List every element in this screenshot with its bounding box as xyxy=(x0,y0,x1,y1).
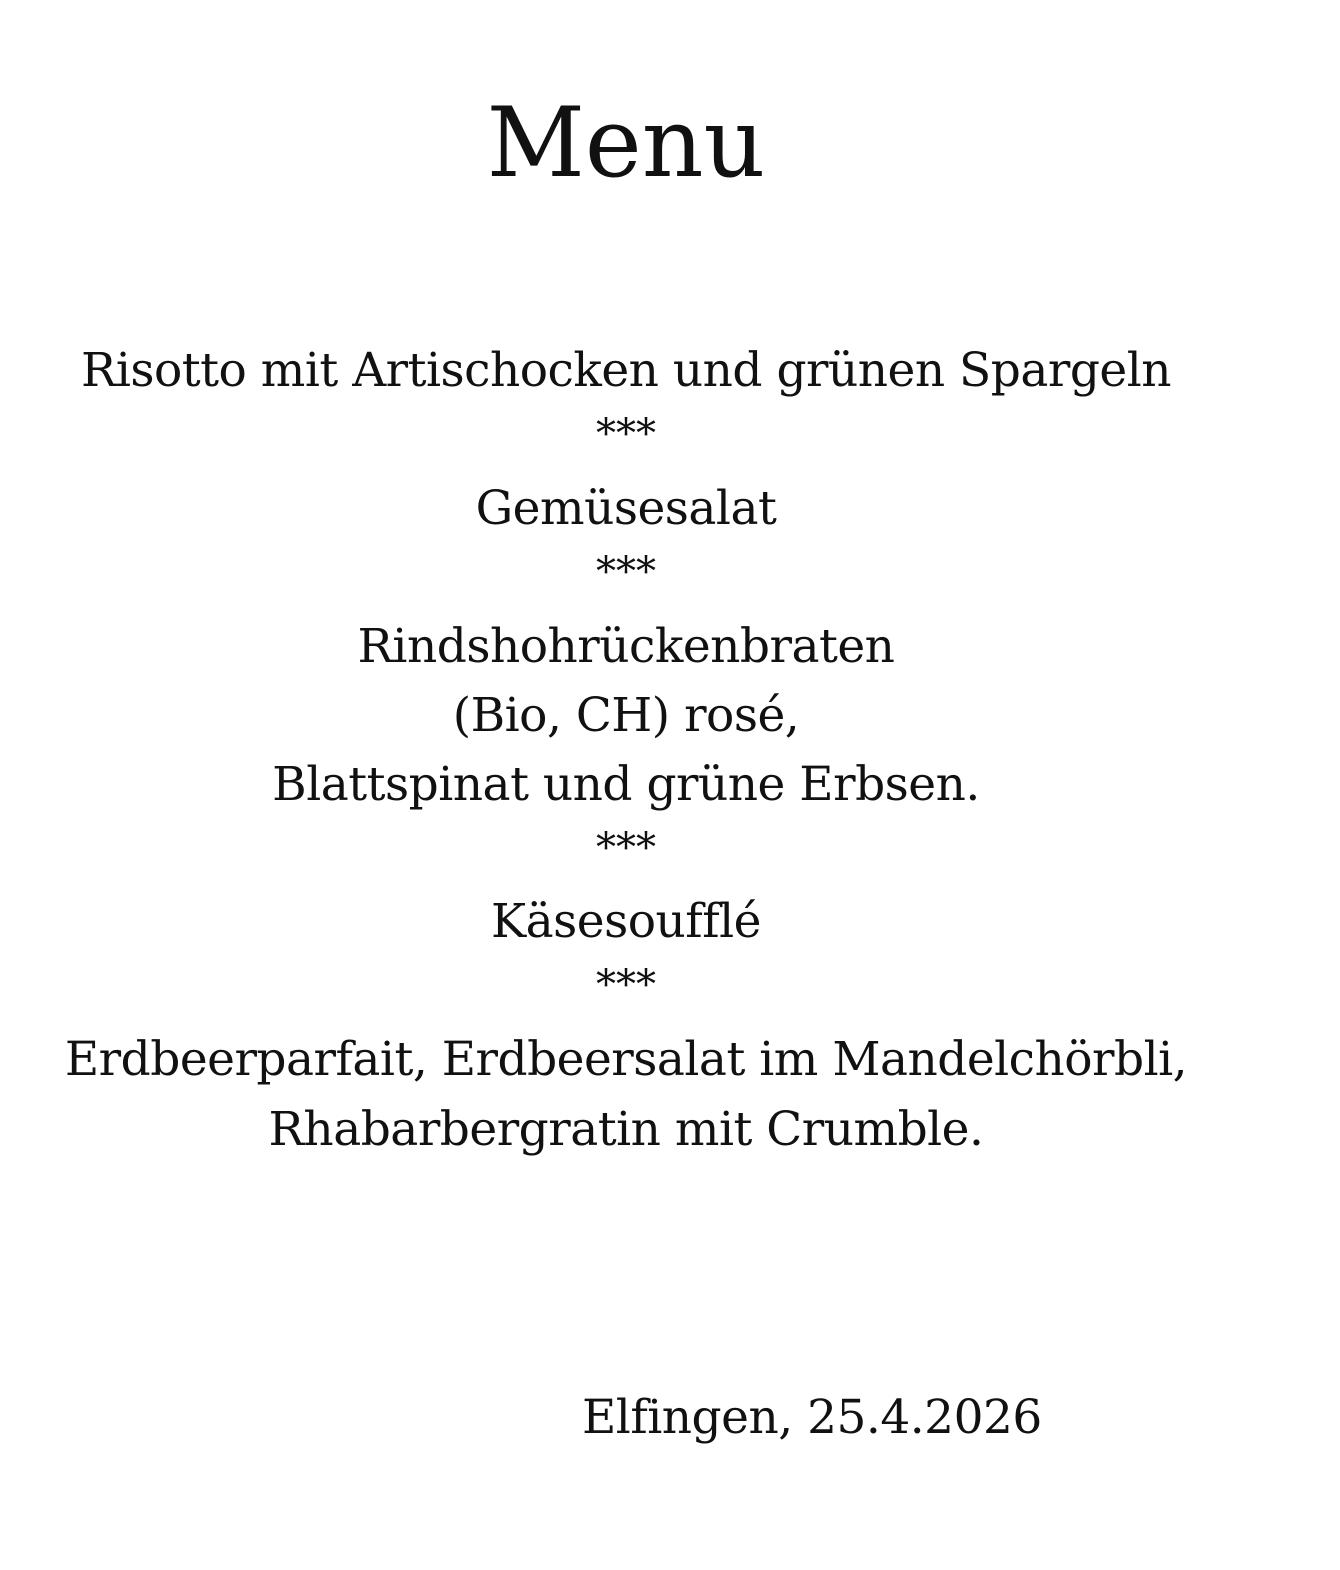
course-line: Blattspinat und grüne Erbsen. xyxy=(272,757,980,812)
course-separator: *** xyxy=(596,825,656,871)
menu-title: Menu xyxy=(486,87,766,199)
course-line: Gemüsesalat xyxy=(475,481,777,536)
course-line: Risotto mit Artischocken und grünen Spargeln xyxy=(80,343,1172,398)
course-separator: *** xyxy=(596,411,656,457)
course-separator: *** xyxy=(596,962,656,1008)
course-line: Rindshohrückenbraten xyxy=(357,619,895,674)
course-line: (Bio, CH) rosé, xyxy=(452,688,800,743)
course-line: Käsesoufflé xyxy=(491,894,761,949)
course-line: Rhabarbergratin mit Crumble. xyxy=(268,1102,984,1157)
course-separator: *** xyxy=(596,549,656,595)
place-and-date: Elfingen, 25.4.2026 xyxy=(582,1390,1042,1445)
course-line: Erdbeerparfait, Erdbeersalat im Mandelchörbli, xyxy=(64,1032,1188,1087)
